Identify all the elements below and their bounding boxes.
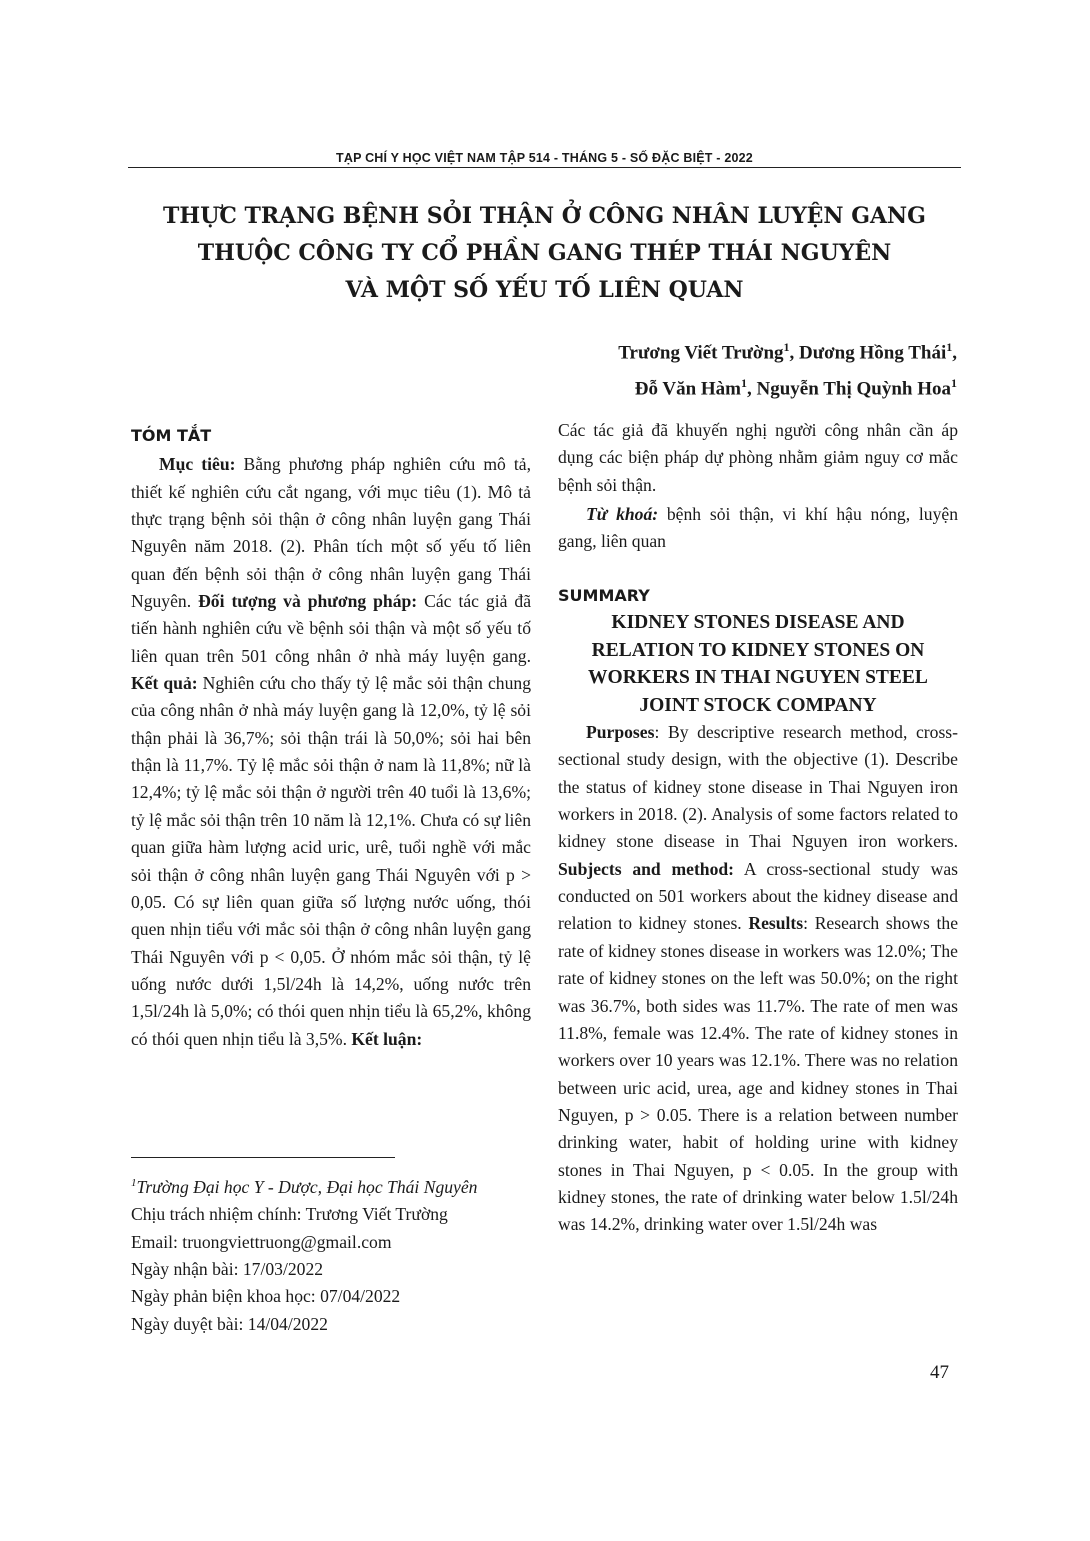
author-separator: , (952, 342, 957, 364)
header-rule (128, 167, 961, 168)
abstract-column-right (558, 417, 958, 1239)
purposes-text: : By descriptive research method, cross-sectional study design, with the objective (1). Describe the status of kidney stone disease in Thai Nguyen iron workers in 2018. (2). Analysis of some factors related to kidney stone disease in Thai Nguyen iron workers. (558, 722, 958, 852)
english-title-line-4: JOINT STOCK COMPANY (639, 694, 877, 716)
footnotes (131, 1170, 551, 1338)
footnote-corresponding: Chịu trách nhiệm chính: Trương Viết Trường (131, 1204, 448, 1225)
author-name: , Nguyễn Thị Quỳnh Hoa (747, 378, 951, 400)
methods-label: Đối tượng và phương pháp: (198, 591, 418, 612)
subjects-method-text: A cross-sectional study was conducted on 501 workers about the kidney disease and relation to kidney stones. (558, 858, 958, 934)
article-title (128, 198, 961, 309)
footnote-accepted: Ngày duyệt bài: 14/04/2022 (131, 1313, 328, 1334)
footnote-reviewed: Ngày phản biện khoa học: 07/04/2022 (131, 1286, 401, 1307)
results-label: Kết quả: (131, 673, 198, 694)
conclusion-label: Kết luận: (351, 1028, 423, 1049)
methods-text: Các tác giả đã tiến hành nghiên cứu về bệnh sỏi thận và một số yếu tố liên quan trên 501 công nhân ở nhà máy luyện gang. (131, 591, 532, 666)
abstract-en-paragraph (558, 719, 958, 1239)
keywords-label: Từ khoá: (586, 504, 659, 525)
results-en-text: : Research shows the rate of kidney stones disease in workers was 12.0%; The rate of kidney stones on the left was 50.0%; on the right was 36.7%, both sides was 11.7%. The rate of men was 11.8%, female was 12.4%. The rate of kidney stones in workers over 10 years was 12.1%. There was no relation between uric acid, urea, age and kidney stones in Thai Nguyen, p > 0.05. There is a relation between number drinking water, habit of holding urine with kidney stones in Thai Nguyen, p < 0.05. In the group with kidney stones, the rate of drinking water below 1.5l/24h was 14.2%, drinking water over 1.5l/24h was (558, 913, 959, 1235)
results-text: Nghiên cứu cho thấy tỷ lệ mắc sỏi thận chung của công nhân ở nhà máy luyện gang là 12,0%, tỷ lệ sỏi thận phải là 36,7%; sỏi thận trái là 50,0%; sỏi hai bên thận là 11,7%. Tỷ lệ mắc sỏi thận ở nam là 11,8%; nữ là 12,4%; tỷ lệ mắc sỏi thận ở người trên 40 tuổi là 13,6%; tỷ lệ mắc sỏi thận trên 10 năm là 12,1%. Chưa có sự liên quan giữa hàm lượng acid uric, urê, tuổi nghề với mắc sỏi thận ở công nhân luyện gang Thái Nguyên với p > 0,05. Có sự liên quan giữa số lượng nước uống, thói quen nhịn tiểu với mắc sỏi thận ở công nhân luyện gang Thái Nguyên với p < 0,05. Ở nhóm mắc sỏi thận, tỷ lệ uống nước dưới 1,5l/24h là 14,2%, uống nước trên 1,5l/24h là 5,0%; có thói quen nhịn tiểu là 65,2%, không có thói quen nhịn tiểu là 3,5%. (131, 673, 531, 1049)
abstract-vi-heading: TÓM TẮT (131, 426, 212, 445)
english-title-line-1: KIDNEY STONES DISEASE AND (611, 612, 905, 634)
author-affiliation-mark: 1 (951, 376, 957, 391)
footnote-rule (131, 1157, 395, 1158)
author-name: Đỗ Văn Hàm (634, 378, 742, 400)
results-en-label: Results (748, 913, 804, 934)
title-line-1: THỰC TRẠNG BỆNH SỎI THẬN Ở CÔNG NHÂN LUYỆN GANG (163, 203, 926, 229)
footnote-affiliation (131, 1170, 551, 1201)
page-number: 47 (930, 1362, 949, 1383)
footnote-received: Ngày nhận bài: 17/03/2022 (131, 1258, 324, 1279)
objective-label: Mục tiêu: (159, 454, 236, 475)
abstract-vi-column-left (131, 426, 532, 1053)
subjects-method-label: Subjects and method: (558, 858, 735, 879)
abstract-vi-paragraph (131, 451, 531, 1053)
author-affiliation-mark: 1 (783, 340, 790, 354)
author-name: Trương Viết Trường (618, 342, 784, 364)
title-line-3: VÀ MỘT SỐ YẾU TỐ LIÊN QUAN (345, 277, 744, 303)
journal-header: TẠP CHÍ Y HỌC VIỆT NAM TẬP 514 - THÁNG 5 - SỐ ĐẶC BIỆT - 2022 (336, 151, 753, 165)
author-affiliation-mark: 1 (946, 340, 953, 354)
author-line-2 (618, 368, 957, 404)
purposes-label: Purposes (586, 722, 655, 743)
objective-text: Bằng phương pháp nghiên cứu mô tả, thiết kế nghiên cứu cắt ngang, với mục tiêu (1). Mô tả thực trạng bệnh sỏi thận ở công nhân luyện gang Thái Nguyên năm 2018. (2). Phân tích một số yếu tố liên quan đến bệnh sỏi thận ở công nhân luyện gang Thái Nguyên. (131, 454, 531, 612)
author-name: , Dương Hồng Thái (789, 342, 947, 364)
summary-heading: SUMMARY (558, 585, 650, 605)
author-affiliation-mark: 1 (741, 376, 748, 391)
keywords-text: bệnh sỏi thận, vi khí hậu nóng, luyện gang, liên quan (558, 504, 958, 552)
title-line-2: THUỘC CÔNG TY CỔ PHẦN GANG THÉP THÁI NGUYÊN (197, 240, 892, 266)
affiliation-text: Trường Đại học Y - Dược, Đại học Thái Nguyên (136, 1176, 478, 1197)
english-title-line-3: WORKERS IN THAI NGUYEN STEEL (588, 667, 928, 689)
footnote-email[interactable]: Email: truongviettruong@gmail.com (131, 1231, 392, 1252)
english-title-line-2: RELATION TO KIDNEY STONES ON (591, 639, 925, 661)
english-title (558, 609, 958, 719)
author-line-1 (618, 332, 957, 368)
author-list (618, 332, 957, 405)
abstract-vi-conclusion-continued: Các tác giả đã khuyến nghị người công nhân cần áp dụng các biện pháp dự phòng nhằm giảm nguy cơ mắc bệnh sỏi thận. (558, 420, 958, 495)
affiliation-mark: 1 (131, 1177, 137, 1189)
abstract-vi-keywords (558, 501, 958, 556)
